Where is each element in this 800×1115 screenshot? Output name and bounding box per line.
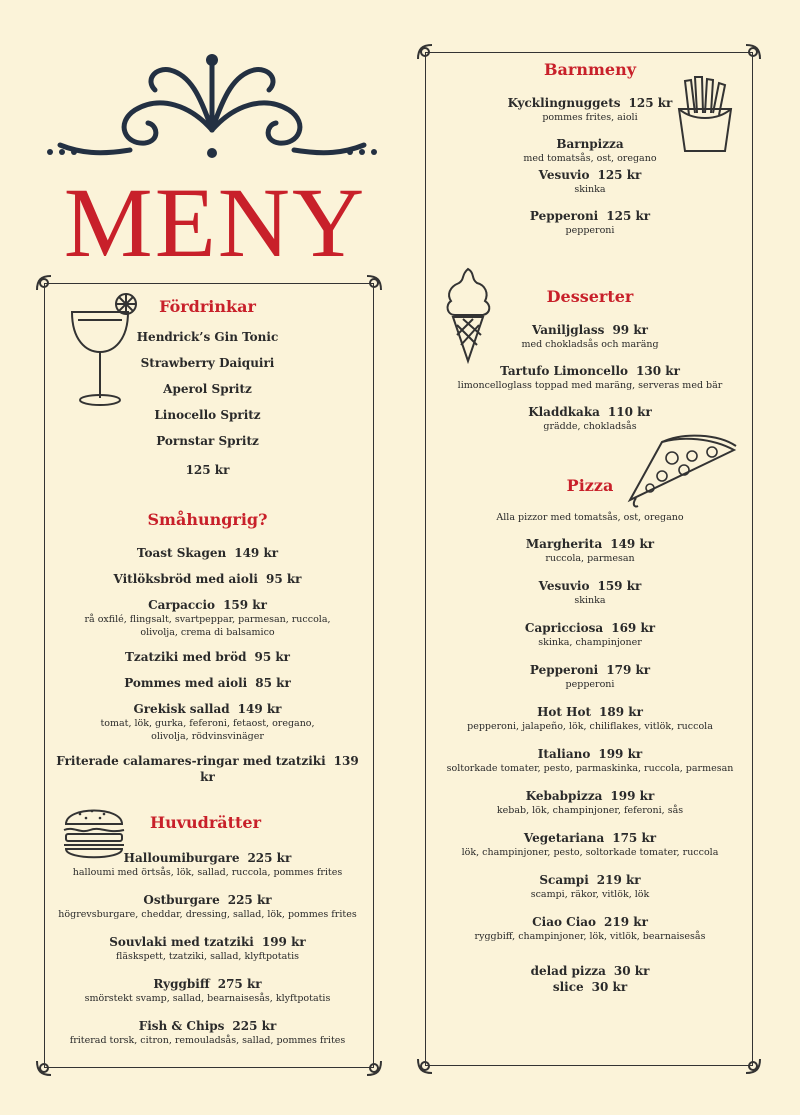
item-price: 199 kr <box>261 935 306 949</box>
item-name: Kladdkaka <box>528 405 600 419</box>
barnmeny-section <box>480 60 700 79</box>
menu-item <box>50 934 365 963</box>
item-price: 139 kr <box>200 754 359 784</box>
pizza-subheading: Alla pizzor med tomatsås, ost, oregano <box>496 512 684 523</box>
item-name: Vaniljglass <box>532 323 605 337</box>
item-name: Barnpizza <box>556 137 624 151</box>
menu-item <box>50 1018 365 1047</box>
smahungrig-heading: Småhungrig? <box>147 510 268 529</box>
menu-item <box>470 136 710 165</box>
item-name: Friterade calamares-ringar med tzatziki <box>56 754 326 768</box>
item-name: Souvlaki med tzatziki <box>109 935 254 949</box>
item-description: med tomatsås, ost, oregano <box>523 153 657 164</box>
item-name: delad pizza <box>530 964 606 978</box>
drink-item: Aperol Spritz <box>163 382 252 396</box>
item-name: Italiano <box>537 747 591 761</box>
item-description: pepperoni <box>565 225 615 236</box>
item-price: 130 kr <box>636 364 680 378</box>
drink-item: Hendrick’s Gin Tonic <box>136 330 279 344</box>
item-price: 99 kr <box>612 323 648 337</box>
item-name: Scampi <box>539 873 589 887</box>
drink-item: Linocello Spritz <box>154 408 261 422</box>
menu-item <box>435 704 745 733</box>
item-description: scampi, räkor, vitlök, lök <box>530 889 650 900</box>
menu-item <box>55 701 360 743</box>
drinks-list <box>120 329 295 478</box>
menu-item <box>470 208 710 237</box>
item-name: Tzatziki med bröd <box>124 650 247 664</box>
pizza-section <box>530 476 650 495</box>
corner-ornament-icon <box>414 41 436 63</box>
huvudratter-list <box>50 850 365 1047</box>
item-price: 189 kr <box>599 705 643 719</box>
item-description: pepperoni <box>565 679 615 690</box>
menu-item <box>55 597 360 639</box>
item-price: 149 kr <box>610 537 655 551</box>
item-description: grädde, chokladsås <box>543 421 637 432</box>
item-name: Kebabpizza <box>525 789 603 803</box>
drinks-price: 125 kr <box>185 463 230 477</box>
menu-item <box>435 830 745 859</box>
menu-item <box>470 95 710 124</box>
barnmeny-list <box>470 95 710 237</box>
menu-item <box>440 363 740 392</box>
desserter-section <box>510 287 670 306</box>
menu-item <box>435 788 745 817</box>
item-price: 225 kr <box>227 893 272 907</box>
menu-item <box>55 545 360 561</box>
menu-item <box>55 649 360 665</box>
item-description: olivolja, crema di balsamico <box>140 627 275 638</box>
item-price: 225 kr <box>247 851 292 865</box>
item-name: slice <box>552 980 584 994</box>
menu-item <box>50 892 365 921</box>
item-name: Pommes med aioli <box>124 676 248 690</box>
menu-item <box>435 536 745 565</box>
item-price: 85 kr <box>255 676 291 690</box>
item-price: 125 kr <box>628 96 673 110</box>
item-name: Vesuvio <box>538 168 590 182</box>
item-description: pommes frites, aioli <box>542 112 638 123</box>
item-description: friterad torsk, citron, remouladsås, sallad, pommes frites <box>69 1035 346 1046</box>
item-description: skinka, champinjoner <box>538 637 642 648</box>
item-description: med chokladsås och maräng <box>521 339 659 350</box>
item-price: 110 kr <box>607 405 652 419</box>
item-description: ruccola, parmesan <box>545 553 635 564</box>
drinks-section <box>140 297 275 316</box>
item-name: Ostburgare <box>143 893 220 907</box>
item-description: rå oxfilé, flingsalt, svartpeppar, parmesan, ruccola, <box>84 614 331 625</box>
item-description: pepperoni, jalapeño, lök, chiliflakes, vitlök, ruccola <box>467 721 713 732</box>
pizza-slice-icon <box>622 428 740 508</box>
item-price: 149 kr <box>237 702 282 716</box>
menu-item <box>50 976 365 1005</box>
item-description: skinka <box>574 595 606 606</box>
pizza-heading: Pizza <box>566 476 614 495</box>
item-name: Halloumiburgare <box>123 851 240 865</box>
item-name: Hot Hot <box>537 705 592 719</box>
item-name: Margherita <box>525 537 603 551</box>
item-price: 95 kr <box>265 572 302 586</box>
item-price: 125 kr <box>606 209 651 223</box>
item-description: halloumi med örtsås, lök, sallad, ruccola, pommes frites <box>72 867 343 878</box>
item-price: 219 kr <box>596 873 641 887</box>
menu-item <box>55 753 360 785</box>
menu-item <box>55 571 360 587</box>
item-price: 169 kr <box>611 621 656 635</box>
smahungrig-list <box>55 545 360 785</box>
french-fries-icon <box>675 75 735 155</box>
drink-item: Pornstar Spritz <box>156 434 259 448</box>
corner-ornament-icon <box>33 1057 55 1079</box>
item-description: kebab, lök, champinjoner, feferoni, sås <box>496 805 684 816</box>
item-price: 30 kr <box>591 980 628 994</box>
item-name: Carpaccio <box>148 598 216 612</box>
menu-item <box>435 872 745 901</box>
menu-item <box>440 322 740 351</box>
item-name: Capricciosa <box>524 621 604 635</box>
item-name: Vegetariana <box>523 831 605 845</box>
item-description: soltorkade tomater, pesto, parmaskinka, ruccola, parmesan <box>446 763 734 774</box>
corner-ornament-icon <box>363 1057 385 1079</box>
item-price: 175 kr <box>612 831 657 845</box>
item-name: Ryggbiff <box>153 977 210 991</box>
menu-item <box>470 167 710 196</box>
huvudratter-heading: Huvudrätter <box>149 813 262 832</box>
menu-item <box>55 675 360 691</box>
item-name: Pepperoni <box>529 209 599 223</box>
pizza-list <box>435 511 745 995</box>
corner-ornament-icon <box>742 1055 764 1077</box>
item-name: Vitlöksbröd med aioli <box>113 572 258 586</box>
item-price: 95 kr <box>254 650 290 664</box>
item-name: Vesuvio <box>538 579 590 593</box>
drink-item: Strawberry Daiquiri <box>140 356 275 370</box>
drinks-heading: Fördrinkar <box>159 297 256 316</box>
item-description: högrevsburgare, cheddar, dressing, sallad, lök, pommes frites <box>58 909 357 920</box>
item-price: 199 kr <box>598 747 643 761</box>
item-price: 125 kr <box>597 168 642 182</box>
barnmeny-heading: Barnmeny <box>544 60 636 79</box>
item-description: tomat, lök, gurka, feferoni, fetaost, oregano, <box>100 718 315 729</box>
item-description: fläskspett, tzatziki, sallad, klyftpotatis <box>116 951 299 962</box>
item-description: smörstekt svamp, sallad, bearnaisesås, klyftpotatis <box>84 993 331 1004</box>
extra-item <box>435 963 745 979</box>
corner-ornament-icon <box>414 1055 436 1077</box>
item-description: ryggbiff, champinjoner, lök, vitlök, bearnaisesås <box>474 931 706 942</box>
item-name: Toast Skagen <box>136 546 227 560</box>
corner-ornament-icon <box>33 272 55 294</box>
item-description: limoncelloglass toppad med maräng, serveras med bär <box>457 380 723 391</box>
item-name: Tartufo Limoncello <box>500 364 629 378</box>
item-price: 149 kr <box>234 546 279 560</box>
item-name: Ciao Ciao <box>532 915 597 929</box>
item-price: 225 kr <box>232 1019 277 1033</box>
menu-item <box>50 850 365 879</box>
item-price: 30 kr <box>613 964 650 978</box>
menu-item <box>435 746 745 775</box>
item-name: Fish & Chips <box>138 1019 225 1033</box>
menu-item <box>435 662 745 691</box>
item-price: 275 kr <box>217 977 262 991</box>
corner-ornament-icon <box>363 272 385 294</box>
item-price: 159 kr <box>597 579 642 593</box>
flourish-ornament-icon <box>40 35 385 165</box>
item-description: lök, champinjoner, pesto, soltorkade tomater, ruccola <box>461 847 719 858</box>
item-price: 159 kr <box>223 598 267 612</box>
page-title: MENY <box>63 167 367 278</box>
item-price: 199 kr <box>610 789 655 803</box>
smahungrig-section <box>60 510 355 529</box>
item-description: olivolja, rödvinsvinäger <box>151 731 264 742</box>
desserter-heading: Desserter <box>546 287 634 306</box>
item-price: 179 kr <box>606 663 651 677</box>
desserter-list <box>440 322 740 433</box>
item-price: 219 kr <box>604 915 648 929</box>
huvudratter-section <box>128 813 283 832</box>
menu-item <box>435 914 745 943</box>
menu-item <box>435 578 745 607</box>
item-name: Pepperoni <box>529 663 599 677</box>
extra-item <box>435 979 745 995</box>
item-name: Kycklingnuggets <box>507 96 621 110</box>
item-name: Grekisk sallad <box>133 702 230 716</box>
corner-ornament-icon <box>742 41 764 63</box>
item-description: skinka <box>574 184 606 195</box>
menu-item <box>435 620 745 649</box>
